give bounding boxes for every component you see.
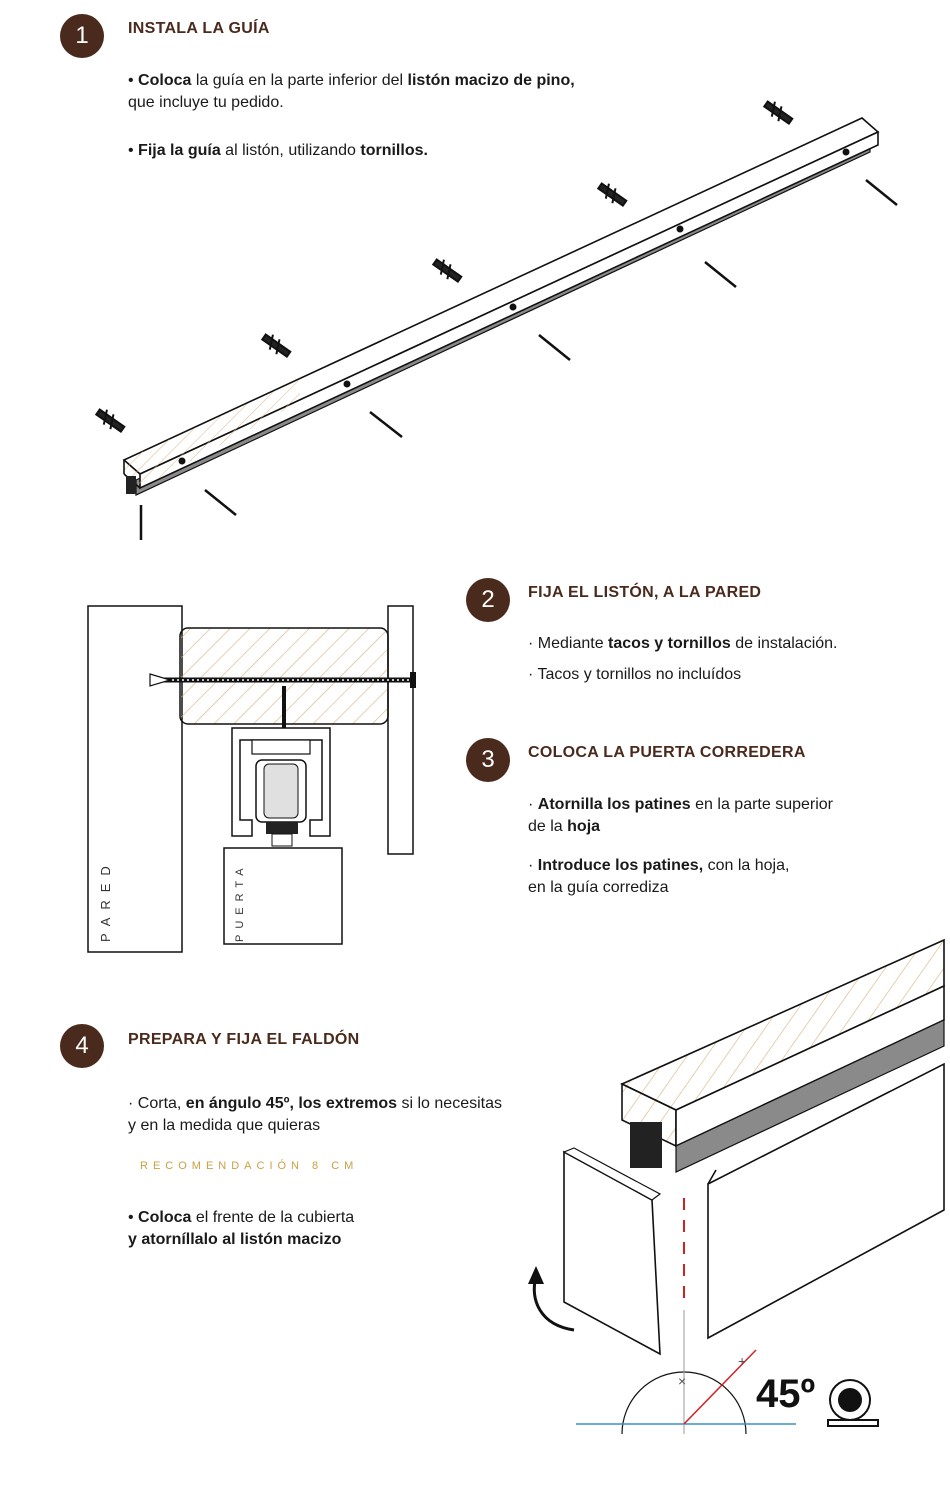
recommendation-note: RECOMENDACIÓN 8 CM (140, 1160, 359, 1172)
step-1-title: INSTALA LA GUÍA (128, 20, 270, 37)
step-2-badge: 2 (466, 578, 510, 622)
step-3-text-1: · Atornilla los patines en la parte superior de la hoja (528, 796, 834, 835)
puerta-label: PUERTA (234, 862, 246, 942)
step-2-title: FIJA EL LISTÓN, A LA PARED (528, 584, 762, 601)
step-1-text-1: • Coloca la guía en la parte inferior del listón macizo de pino, que incluye tu pedido. (128, 72, 575, 111)
batten-illustration (0, 0, 950, 560)
saw-icon (828, 1380, 878, 1426)
cross-section-illustration (80, 600, 420, 960)
step-2-text-2: · Tacos y tornillos no incluídos (528, 666, 742, 683)
step-4-text-1: · Corta, en ángulo 45º, los extremos si lo necesitas y en la medida que quieras (128, 1095, 502, 1134)
svg-text:×: × (678, 1373, 687, 1389)
svg-text:+: + (738, 1353, 747, 1369)
screw-icons (141, 180, 897, 540)
angle-label: 45º (756, 1372, 816, 1416)
step-3-badge: 3 (466, 738, 510, 782)
wall-plug-icons (94, 98, 795, 435)
step-3-text-2: · Introduce los patines, con la hoja, en la guía corrediza (528, 857, 790, 896)
step-1-text-2: • Fija la guía al listón, utilizando tornillos. (128, 142, 428, 159)
step-1-badge: 1 (60, 14, 104, 58)
step-4-badge: 4 (60, 1024, 104, 1068)
step-3-title: COLOCA LA PUERTA CORREDERA (528, 744, 806, 761)
step-4-title: PREPARA Y FIJA EL FALDÓN (128, 1031, 360, 1048)
pared-label: PARED (98, 858, 113, 942)
step-4-text-2: • Coloca el frente de la cubierta y atorníllalo al listón macizo (128, 1209, 355, 1248)
step-2-text-1: · Mediante tacos y tornillos de instalación. (528, 635, 838, 652)
fascia-illustration (560, 930, 900, 1450)
